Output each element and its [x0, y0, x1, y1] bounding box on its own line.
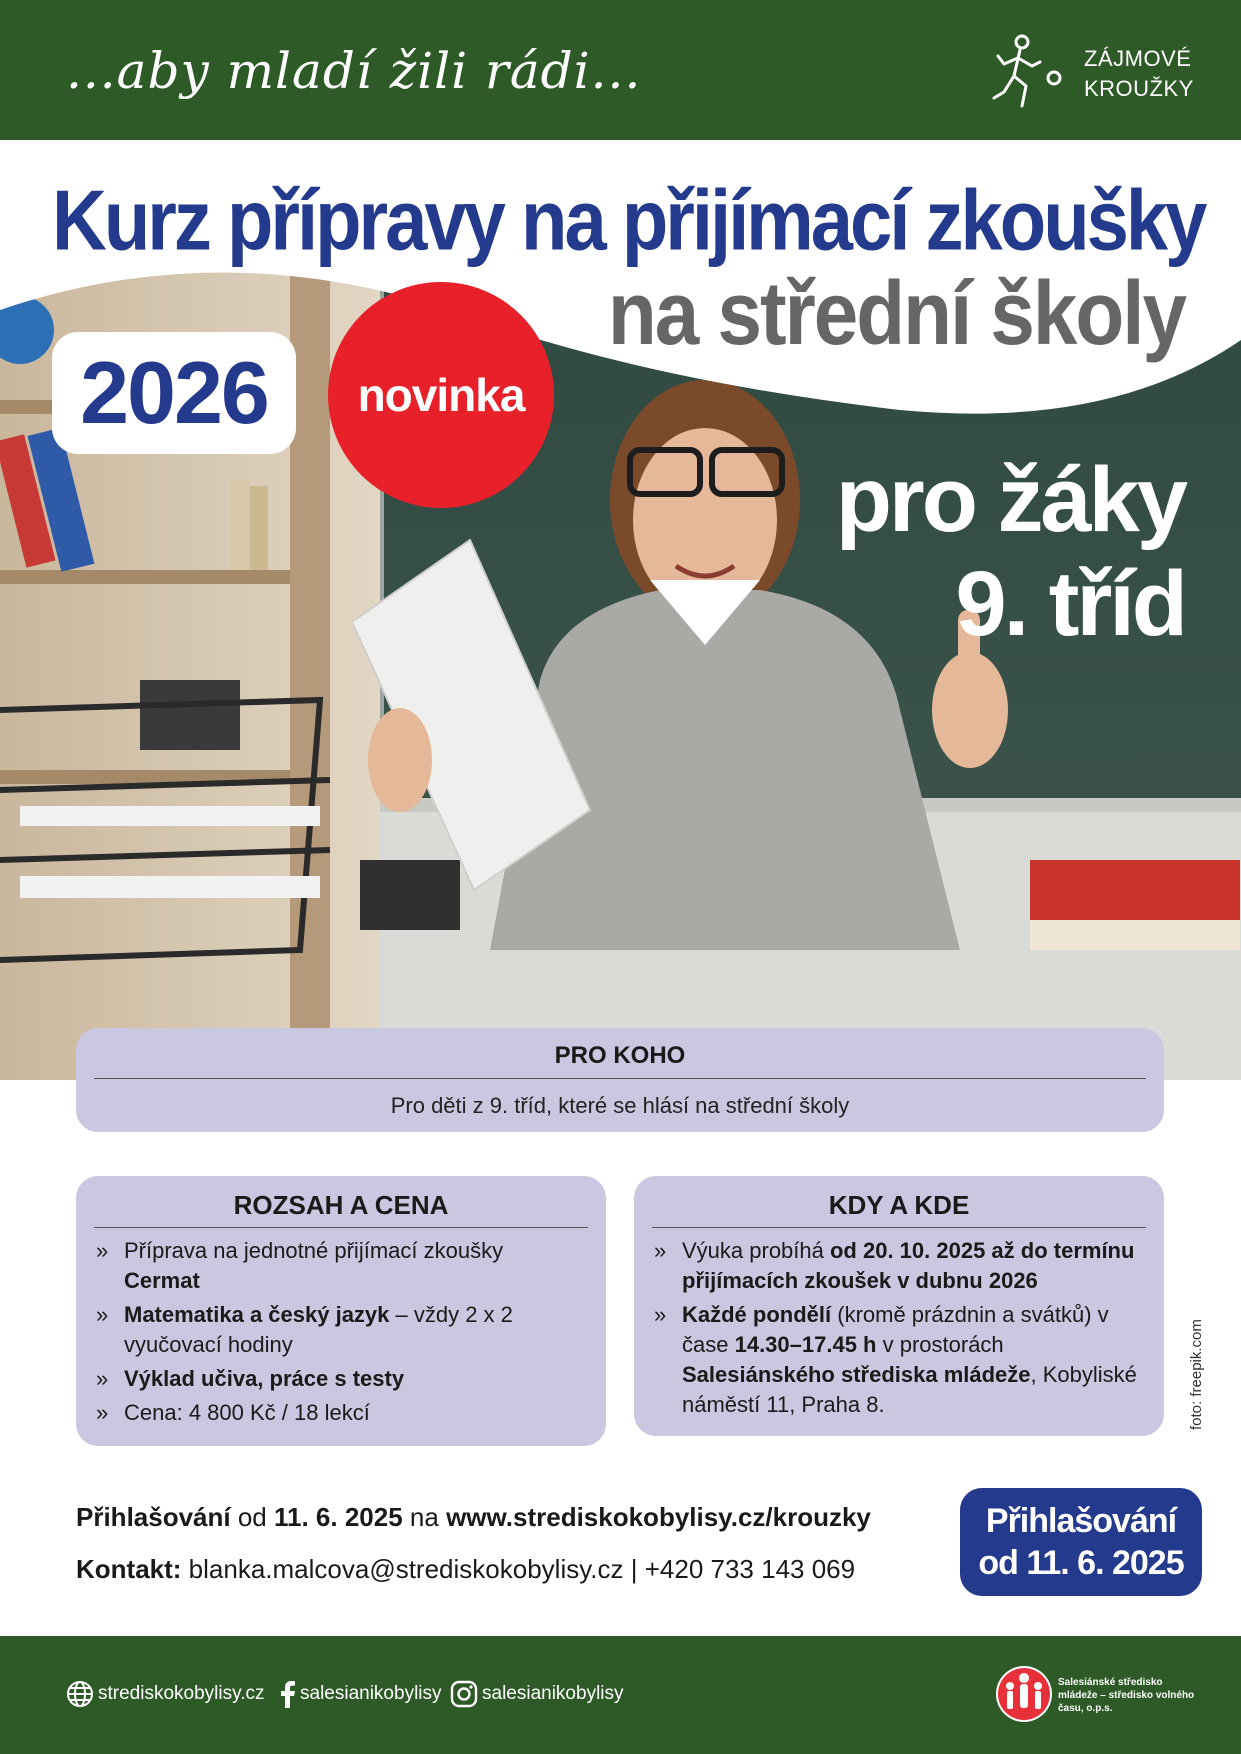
salesian-logo-icon	[994, 1664, 1054, 1724]
list-item	[94, 1364, 588, 1394]
signup-from: od	[230, 1502, 274, 1532]
footer-web-text: strediskokobylisy.cz	[98, 1683, 265, 1704]
footer-facebook[interactable]	[278, 1680, 442, 1708]
org-name: Salesiánské středisko mládeže – středisko volného času, o.p.s.	[1058, 1677, 1195, 1714]
contact-email[interactable]: blanka.malcova@strediskokobylisy.cz	[181, 1554, 624, 1584]
rozsah-heading: ROZSAH A CENA	[94, 1176, 588, 1228]
header-bar	[0, 0, 1241, 146]
signup-on: na	[402, 1502, 447, 1532]
list-item-bold: Cermat	[124, 1268, 200, 1293]
address-text: , Kobyliské náměstí 11, Praha 8.	[682, 1362, 1137, 1417]
kdy-heading: KDY A KDE	[652, 1176, 1146, 1228]
course-subtitle: na střední školy	[607, 263, 1185, 363]
contact-line	[76, 1554, 855, 1585]
contact-label: Kontakt:	[76, 1554, 182, 1584]
signup-badge-line-1: Přihlašování	[985, 1502, 1177, 1540]
facebook-icon	[278, 1680, 296, 1708]
signup-url[interactable]: www.strediskokobylisy.cz/krouzky	[446, 1502, 871, 1532]
list-item-text: v prostorách	[876, 1332, 1004, 1357]
rozsah-list	[76, 1228, 606, 1428]
list-item	[94, 1300, 588, 1360]
list-item	[94, 1236, 588, 1296]
course-title: Kurz přípravy na přijímací zkoušky	[52, 173, 1205, 269]
list-item-text: – vždy 2 x 2 vyučovací hodiny	[124, 1302, 513, 1357]
year-badge: 2026	[52, 332, 296, 454]
signup-badge-line-2: od 11. 6. 2025	[978, 1544, 1184, 1582]
signup-line	[76, 1502, 871, 1533]
footer-instagram-text: salesianikobylisy	[482, 1683, 624, 1704]
kdy-list	[634, 1228, 1164, 1420]
instagram-icon	[450, 1680, 478, 1708]
price-text: Cena: 4 800 Kč / 18 lekcí	[124, 1400, 370, 1425]
globe-icon	[66, 1680, 94, 1708]
list-item	[94, 1398, 588, 1428]
list-item-bold: Každé pondělí	[682, 1302, 832, 1327]
signup-label: Přihlašování	[76, 1502, 231, 1532]
kdy-box	[634, 1176, 1164, 1436]
footer-bar	[0, 1636, 1241, 1754]
pro-koho-text: Pro děti z 9. tříd, které se hlásí na střední školy	[390, 1093, 850, 1118]
venue-text: Salesiánského střediska mládeže	[682, 1362, 1031, 1387]
footer-web[interactable]	[66, 1680, 264, 1708]
signup-badge	[960, 1488, 1202, 1596]
list-item	[652, 1300, 1146, 1420]
slogan: ...aby mladí žili rádi...	[66, 42, 642, 100]
list-item-text: (kromě prázdnin a svátků) v čase	[682, 1302, 1109, 1357]
list-item-bold: Výklad učiva, práce s testy	[124, 1366, 405, 1391]
category-line-2: KROUŽKY	[1084, 76, 1194, 101]
footer-instagram[interactable]	[450, 1680, 624, 1708]
time-text: 14.30–17.45 h	[734, 1332, 877, 1357]
list-item-text: Příprava na jednotné přijímací zkoušky	[124, 1238, 504, 1263]
list-item-bold: Matematika a český jazyk	[124, 1302, 390, 1327]
signup-date: 11. 6. 2025	[274, 1502, 403, 1532]
category-line-1: ZÁJMOVÉ	[1084, 46, 1192, 71]
photo-credit: foto: freepik.com	[1188, 1319, 1205, 1430]
list-item-text: Výuka probíhá	[682, 1238, 830, 1263]
target-line-1: pro žáky	[835, 449, 1185, 551]
contact-phone[interactable]: +420 733 143 069	[644, 1554, 856, 1584]
rozsah-box	[76, 1176, 606, 1446]
footer-facebook-text: salesianikobylisy	[300, 1683, 442, 1704]
contact-separator: |	[623, 1554, 645, 1584]
new-badge: novinka	[328, 282, 554, 508]
target-audience	[836, 448, 1185, 656]
list-item	[652, 1236, 1146, 1296]
category-label	[1084, 44, 1194, 104]
list-item-bold: od 20. 10. 2025 až do termínu přijímacích zkoušek v dubnu 2026	[682, 1238, 1135, 1293]
runner-icon	[992, 34, 1068, 114]
pro-koho-heading: PRO KOHO	[94, 1028, 1146, 1079]
pro-koho-box	[76, 1028, 1164, 1132]
target-line-2: 9. tříd	[955, 553, 1185, 655]
